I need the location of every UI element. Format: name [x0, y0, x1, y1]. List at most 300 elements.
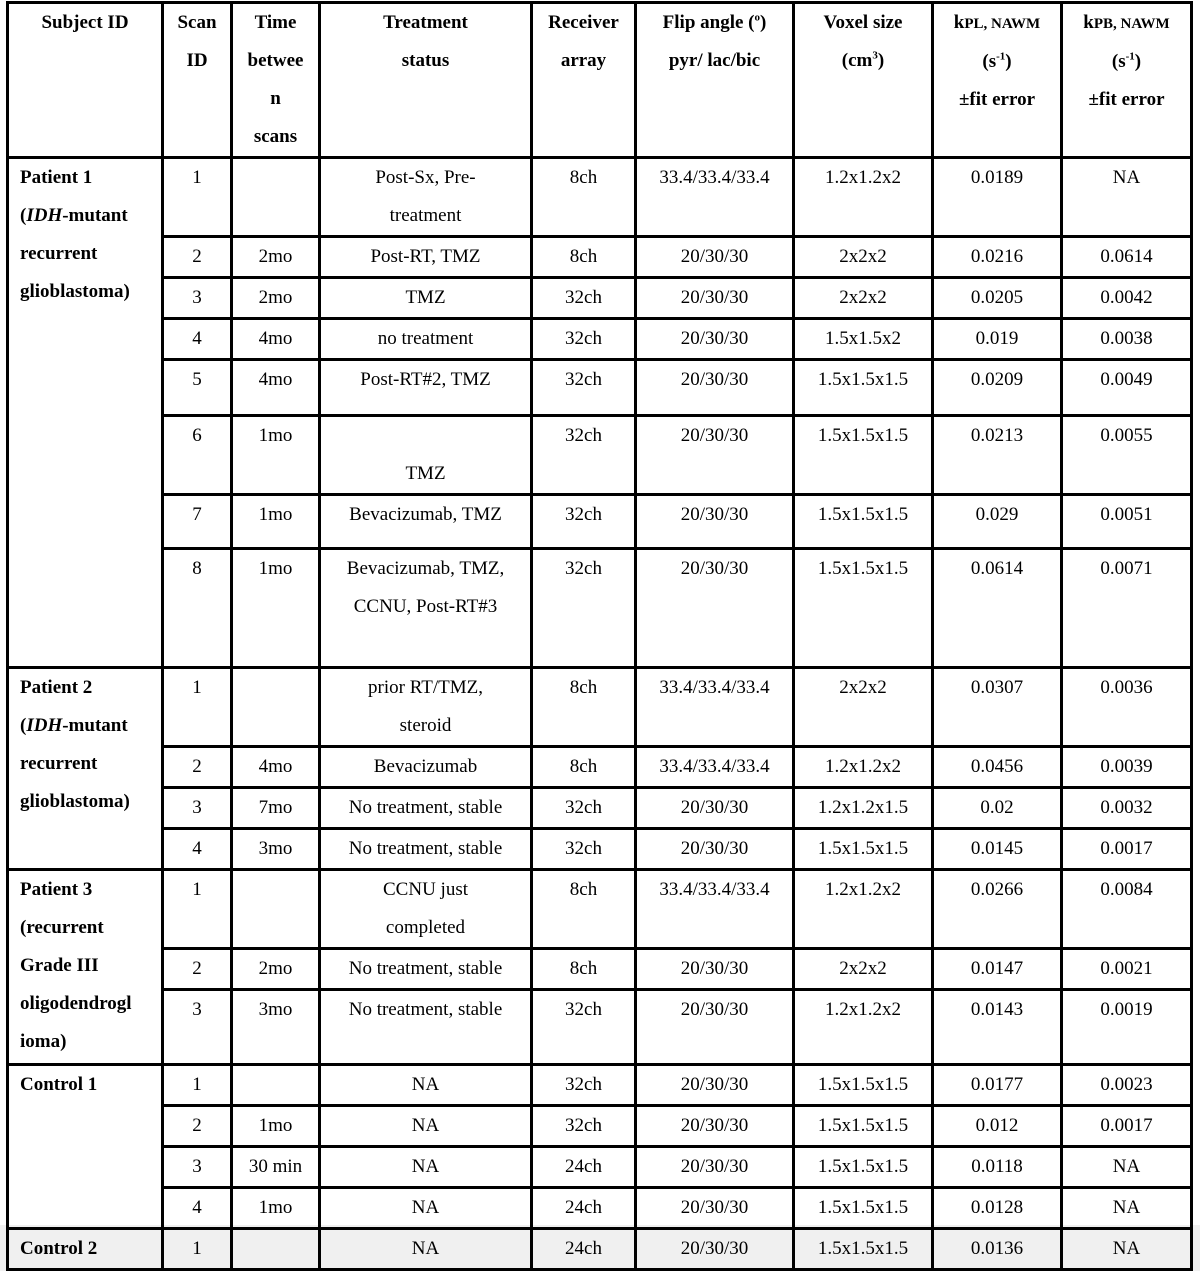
kpl-cell: [933, 360, 1062, 416]
time-cell: [232, 158, 320, 237]
cell-text: IDH: [26, 205, 63, 226]
receiver-cell: [532, 1188, 636, 1229]
table-row: [8, 1188, 1192, 1229]
time-cell: [232, 829, 320, 870]
flip-cell: [636, 829, 794, 870]
table-row: [8, 747, 1192, 788]
cell-text: 2: [192, 1115, 202, 1136]
kpl-cell: [933, 870, 1062, 949]
treatment-cell: [320, 1229, 532, 1270]
scan-cell: [163, 158, 232, 237]
scan-cell: [163, 416, 232, 495]
cell-text: k: [953, 12, 965, 33]
cell-text: 4: [192, 838, 202, 859]
flip-cell: [636, 949, 794, 990]
cell-text: 5: [192, 369, 202, 390]
receiver-cell: [532, 1106, 636, 1147]
voxel-cell: [794, 747, 933, 788]
cell-text: TMZ: [405, 463, 446, 484]
flip-cell: [636, 237, 794, 278]
flip-cell: [636, 668, 794, 747]
kpl-cell: [933, 549, 1062, 668]
cell-text: Subject ID: [41, 12, 129, 33]
cell-text: 33.4/33.4/33.4: [659, 879, 770, 900]
table-row: [8, 1065, 1192, 1106]
receiver-cell: [532, 319, 636, 360]
flip-cell: [636, 319, 794, 360]
cell-text: ): [877, 50, 885, 71]
voxel-cell: [794, 1229, 933, 1270]
cell-text: CCNU just: [383, 879, 468, 900]
cell-text: 32ch: [565, 1115, 602, 1136]
flip-cell: [636, 870, 794, 949]
receiver-cell: [532, 788, 636, 829]
time-cell: [232, 495, 320, 549]
kpb-cell: [1062, 1106, 1192, 1147]
cell-text: Receiver: [548, 12, 619, 33]
cell-text: (: [20, 205, 27, 226]
cell-text: Bevacizumab: [373, 756, 478, 777]
receiver-cell: [532, 1147, 636, 1188]
cell-text: 8ch: [569, 167, 598, 188]
cell-text: Post-RT, TMZ: [370, 246, 481, 267]
cell-text: 0.0614: [970, 558, 1024, 579]
cell-text: Post-Sx, Pre-: [375, 167, 476, 188]
flip-cell: [636, 747, 794, 788]
scan-cell: [163, 1106, 232, 1147]
cell-text: 0.0143: [970, 999, 1024, 1020]
receiver-cell: [532, 237, 636, 278]
scan-cell: [163, 1065, 232, 1106]
cell-text: 2mo: [258, 958, 293, 979]
cell-text: 0.0205: [970, 287, 1024, 308]
flip-cell: [636, 495, 794, 549]
cell-text: 0.02: [980, 797, 1014, 818]
receiver-cell: [532, 158, 636, 237]
cell-text: 3mo: [258, 838, 293, 859]
cell-text: No treatment, stable: [348, 958, 503, 979]
cell-text: 3: [192, 1156, 202, 1177]
cell-text: ±fit error: [959, 89, 1035, 110]
cell-text: ): [1134, 51, 1142, 72]
treatment-cell: [320, 319, 532, 360]
cell-text: 2x2x2: [839, 246, 887, 267]
scan-cell: [163, 1147, 232, 1188]
cell-text: 0.0036: [1100, 677, 1153, 698]
kpl-cell: [933, 829, 1062, 870]
cell-text: 1mo: [258, 558, 293, 579]
kpl-cell: [933, 1229, 1062, 1270]
cell-text: NA: [411, 1238, 440, 1259]
table-row: [8, 319, 1192, 360]
voxel-cell: [794, 1106, 933, 1147]
cell-text: 1.2x1.2x2: [825, 879, 901, 900]
cell-text: -mutant: [62, 715, 128, 736]
table-row: [8, 788, 1192, 829]
cell-text: 0.0128: [970, 1197, 1024, 1218]
cell-text: 1.5x1.5x2: [825, 328, 901, 349]
cell-text: Patient 2: [20, 677, 93, 698]
cell-text: glioblastoma): [20, 791, 130, 812]
cell-text: 3: [192, 797, 202, 818]
cell-text: k: [1083, 12, 1094, 33]
treatment-cell: [320, 1188, 532, 1229]
cell-text: 2x2x2: [839, 958, 887, 979]
cell-text: 2: [192, 246, 202, 267]
cell-text: 3: [872, 49, 878, 62]
cell-text: -1: [996, 50, 1006, 63]
cell-text: 0.0213: [970, 425, 1024, 446]
table-row: [8, 416, 1192, 495]
treatment-cell: [320, 949, 532, 990]
time-cell: [232, 1188, 320, 1229]
cell-text: 20/30/30: [680, 328, 749, 349]
kpb-cell: [1062, 949, 1192, 990]
cell-text: 1.5x1.5x1.5: [817, 1115, 909, 1136]
cell-text: ): [1005, 51, 1012, 72]
cell-text: 1mo: [258, 425, 293, 446]
voxel-cell: [794, 1188, 933, 1229]
receiver-cell: [532, 949, 636, 990]
cell-text: 2x2x2: [839, 287, 887, 308]
voxel-cell: [794, 416, 933, 495]
cell-text: 24ch: [565, 1197, 602, 1218]
subject-id-cell: [8, 668, 163, 870]
subject-id-cell: [8, 158, 163, 668]
cell-text: 0.029: [975, 504, 1019, 525]
flip-cell: [636, 1229, 794, 1270]
receiver-cell: [532, 416, 636, 495]
scan-cell: [163, 495, 232, 549]
cell-text: IDH: [26, 715, 63, 736]
cell-text: 1.5x1.5x1.5: [817, 504, 909, 525]
treatment-cell: [320, 416, 532, 495]
cell-text: -mutant: [62, 205, 128, 226]
time-cell: [232, 1106, 320, 1147]
flip-cell: [636, 1106, 794, 1147]
cell-text: 20/30/30: [680, 287, 749, 308]
cell-text: 20/30/30: [680, 958, 749, 979]
time-cell: [232, 788, 320, 829]
scan-cell: [163, 319, 232, 360]
kpl-cell: [933, 747, 1062, 788]
cell-text: oligodendrogl: [20, 993, 132, 1014]
subject-id-cell: [8, 1065, 163, 1229]
cell-text: 0.0017: [1100, 1115, 1153, 1136]
scan-cell: [163, 949, 232, 990]
cell-text: 1.2x1.2x2: [825, 167, 901, 188]
cell-text: 1.5x1.5x1.5: [817, 1074, 909, 1095]
table-row: [8, 237, 1192, 278]
receiver-cell: [532, 1065, 636, 1106]
voxel-cell: [794, 1147, 933, 1188]
kpl-cell: [933, 319, 1062, 360]
table-row: [8, 549, 1192, 668]
treatment-cell: [320, 1106, 532, 1147]
cell-text: 1: [192, 167, 202, 188]
cell-text: 20/30/30: [680, 1156, 749, 1177]
scan-cell: [163, 747, 232, 788]
kpb-cell: [1062, 278, 1192, 319]
treatment-cell: [320, 549, 532, 668]
cell-text: 0.0019: [1100, 999, 1153, 1020]
cell-text: 33.4/33.4/33.4: [659, 756, 770, 777]
cell-text: 1: [192, 1074, 202, 1095]
flip-cell: [636, 360, 794, 416]
table-row: [8, 829, 1192, 870]
kpb-cell: [1062, 319, 1192, 360]
cell-text: recurrent: [20, 753, 98, 774]
treatment-cell: [320, 158, 532, 237]
cell-text: NA: [411, 1156, 440, 1177]
voxel-cell: [794, 668, 933, 747]
kpb-cell: [1062, 495, 1192, 549]
cell-text: array: [560, 50, 607, 71]
table-row: [8, 668, 1192, 747]
cell-text: NA: [1112, 1156, 1141, 1177]
cell-text: 20/30/30: [680, 999, 749, 1020]
cell-text: 7mo: [258, 797, 293, 818]
cell-text: (cm: [841, 50, 873, 71]
cell-text: 1.5x1.5x1.5: [817, 558, 909, 579]
cell-text: No treatment, stable: [348, 999, 503, 1020]
kpb-cell: [1062, 360, 1192, 416]
kpb-cell: [1062, 829, 1192, 870]
subject-id-cell: [8, 1229, 163, 1270]
cell-text: 1.5x1.5x1.5: [817, 369, 909, 390]
receiver-cell: [532, 668, 636, 747]
cell-text: 32ch: [565, 999, 602, 1020]
flip-cell: [636, 416, 794, 495]
cell-text: CCNU, Post-RT#3: [353, 596, 498, 617]
cell-text: 32ch: [565, 1074, 602, 1095]
cell-text: 6: [192, 425, 202, 446]
cell-text: 1.5x1.5x1.5: [817, 425, 909, 446]
cell-text: 0.0145: [970, 838, 1024, 859]
kpl-cell: [933, 788, 1062, 829]
cell-text: 3: [192, 287, 202, 308]
receiver-cell: [532, 360, 636, 416]
treatment-cell: [320, 278, 532, 319]
cell-text: ID: [186, 50, 208, 71]
cell-text: 8ch: [569, 879, 598, 900]
flip-cell: [636, 158, 794, 237]
header-subject-id: [8, 3, 163, 158]
kpb-cell: [1062, 549, 1192, 668]
cell-text: Control 2: [20, 1238, 98, 1259]
table-row: [8, 495, 1192, 549]
cell-text: 1mo: [258, 1115, 293, 1136]
cell-text: Flip angle (: [662, 12, 755, 33]
cell-text: 8ch: [569, 246, 598, 267]
cell-text: 0.0216: [970, 246, 1024, 267]
scan-cell: [163, 1229, 232, 1270]
cell-text: 0.0049: [1100, 369, 1153, 390]
cell-text: 4mo: [258, 328, 293, 349]
kpb-cell: [1062, 990, 1192, 1065]
treatment-cell: [320, 237, 532, 278]
cell-text: Time: [254, 12, 297, 33]
cell-text: 8ch: [569, 958, 598, 979]
cell-text: prior RT/TMZ,: [368, 677, 483, 698]
header-receiver-array: [532, 3, 636, 158]
cell-text: 0.0614: [1100, 246, 1153, 267]
flip-cell: [636, 1188, 794, 1229]
cell-text: 0.0071: [1100, 558, 1153, 579]
flip-cell: [636, 549, 794, 668]
cell-text: 20/30/30: [680, 838, 749, 859]
receiver-cell: [532, 495, 636, 549]
time-cell: [232, 1065, 320, 1106]
table-row: [8, 158, 1192, 237]
cell-text: TMZ: [405, 287, 446, 308]
cell-text: NA: [1112, 1197, 1141, 1218]
cell-text: -1: [1125, 50, 1135, 63]
cell-text: 1.2x1.2x1.5: [817, 797, 909, 818]
voxel-cell: [794, 360, 933, 416]
cell-text: 20/30/30: [680, 558, 749, 579]
receiver-cell: [532, 747, 636, 788]
scan-cell: [163, 1188, 232, 1229]
cell-text: 1.2x1.2x2: [825, 756, 901, 777]
cell-text: 2x2x2: [839, 677, 887, 698]
cell-text: 8ch: [569, 677, 598, 698]
time-cell: [232, 747, 320, 788]
cell-text: (recurrent: [20, 917, 104, 938]
time-cell: [232, 549, 320, 668]
cell-text: 0.0042: [1100, 287, 1153, 308]
cell-text: Control 1: [20, 1074, 98, 1095]
cell-text: 0.0051: [1100, 504, 1153, 525]
kpl-cell: [933, 949, 1062, 990]
cell-text: 32ch: [565, 558, 602, 579]
time-cell: [232, 1229, 320, 1270]
time-cell: [232, 360, 320, 416]
cell-text: (s: [1111, 51, 1126, 72]
scan-cell: [163, 870, 232, 949]
header-time-between-scans: [232, 3, 320, 158]
cell-text: NA: [1112, 167, 1141, 188]
kpb-cell: [1062, 1147, 1192, 1188]
cell-text: 2mo: [258, 287, 293, 308]
kpl-cell: [933, 990, 1062, 1065]
treatment-cell: [320, 360, 532, 416]
table-row: [8, 1147, 1192, 1188]
scan-table: [6, 1, 1193, 1271]
cell-text: 20/30/30: [680, 504, 749, 525]
table-row: [8, 360, 1192, 416]
kpb-cell: [1062, 668, 1192, 747]
treatment-cell: [320, 1065, 532, 1106]
cell-text: treatment: [389, 205, 462, 226]
cell-text: 1mo: [258, 1197, 293, 1218]
kpl-cell: [933, 668, 1062, 747]
kpl-cell: [933, 1106, 1062, 1147]
kpl-cell: [933, 495, 1062, 549]
cell-text: 33.4/33.4/33.4: [659, 167, 770, 188]
cell-text: pyr/ lac/bic: [668, 50, 761, 71]
cell-text: 0.0038: [1100, 328, 1153, 349]
cell-text: 0.0021: [1100, 958, 1153, 979]
cell-text: 1.5x1.5x1.5: [817, 1156, 909, 1177]
cell-text: 1: [192, 677, 202, 698]
kpl-cell: [933, 158, 1062, 237]
kpl-cell: [933, 1065, 1062, 1106]
cell-text: (s: [982, 51, 997, 72]
header-flip-angle: [636, 3, 794, 158]
treatment-cell: [320, 747, 532, 788]
cell-text: 0.012: [975, 1115, 1019, 1136]
cell-text: 32ch: [565, 328, 602, 349]
cell-text: 20/30/30: [680, 369, 749, 390]
cell-text: 0.0118: [971, 1156, 1023, 1177]
receiver-cell: [532, 870, 636, 949]
cell-text: 1: [192, 1238, 202, 1259]
cell-text: scans: [253, 126, 298, 147]
cell-text: 1.5x1.5x1.5: [817, 1197, 909, 1218]
cell-text: 4: [192, 328, 202, 349]
cell-text: steroid: [399, 715, 452, 736]
header-treatment-status: [320, 3, 532, 158]
cell-text: 8: [192, 558, 202, 579]
kpl-cell: [933, 278, 1062, 319]
time-cell: [232, 1147, 320, 1188]
cell-text: 30 min: [248, 1156, 303, 1177]
cell-text: 0.0307: [970, 677, 1024, 698]
cell-text: 20/30/30: [680, 1074, 749, 1095]
flip-cell: [636, 788, 794, 829]
cell-text: 1.5x1.5x1.5: [817, 838, 909, 859]
cell-text: 0.0177: [970, 1074, 1024, 1095]
treatment-cell: [320, 829, 532, 870]
cell-text: NA: [411, 1197, 440, 1218]
cell-text: 8ch: [569, 756, 598, 777]
treatment-cell: [320, 495, 532, 549]
cell-text: 33.4/33.4/33.4: [659, 677, 770, 698]
scan-cell: [163, 990, 232, 1065]
voxel-cell: [794, 1065, 933, 1106]
scan-cell: [163, 278, 232, 319]
cell-text: Post-RT#2, TMZ: [360, 369, 491, 390]
kpb-cell: [1062, 788, 1192, 829]
treatment-cell: [320, 990, 532, 1065]
treatment-cell: [320, 788, 532, 829]
voxel-cell: [794, 495, 933, 549]
cell-text: 32ch: [565, 797, 602, 818]
table-row: [8, 990, 1192, 1065]
cell-text: 4mo: [258, 369, 293, 390]
cell-text: Voxel size: [823, 12, 903, 33]
header-kpb: [1062, 3, 1192, 158]
cell-text: Patient 1: [20, 167, 93, 188]
time-cell: [232, 949, 320, 990]
cell-text: glioblastoma): [20, 281, 130, 302]
table-row: [8, 1229, 1192, 1270]
cell-text: 0.0189: [970, 167, 1024, 188]
header-voxel-size: [794, 3, 933, 158]
cell-text: NA: [1112, 1238, 1141, 1259]
time-cell: [232, 237, 320, 278]
voxel-cell: [794, 788, 933, 829]
cell-text: 24ch: [565, 1238, 602, 1259]
cell-text: 3: [192, 999, 202, 1020]
cell-text: 20/30/30: [680, 797, 749, 818]
time-cell: [232, 668, 320, 747]
kpb-cell: [1062, 237, 1192, 278]
cell-text: Treatment: [383, 12, 468, 33]
cell-text: PB, NAWM: [1093, 16, 1170, 32]
cell-text: betwee: [247, 50, 304, 71]
